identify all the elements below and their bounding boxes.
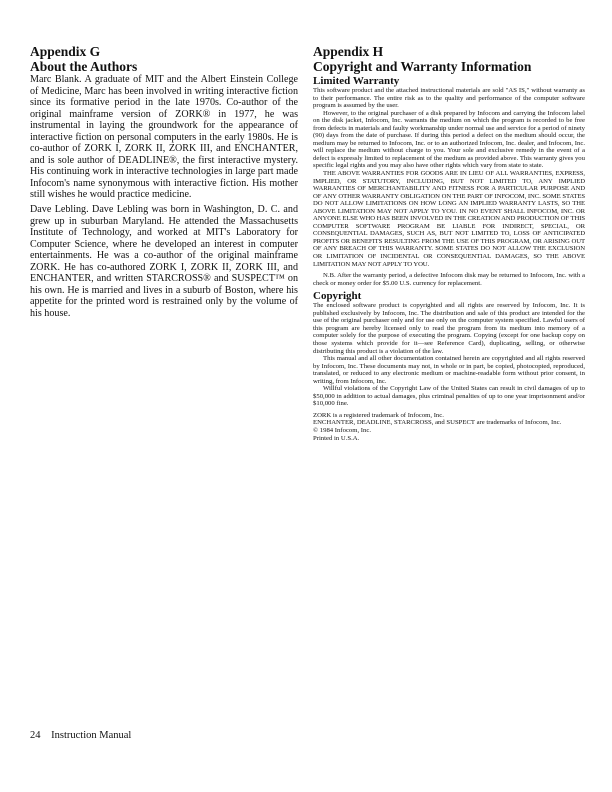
appendix-g-heading: [30, 44, 298, 74]
warranty-paragraph: However, to the original purchaser of a disk prepared by Infocom and carrying the Infocom label on the disk jacket, Infocom, Inc. warrants the medium on which the program is recorded to be free from defects in materials and faulty workmanship under normal use and service for a period of ninety (90) days from the date of purchase. If during this period a defect on the medium should occur, the medium may be returned to Infocom, Inc. or to an authorized Infocom, Inc. dealer, and Infocom, Inc. will replace the medium without charge to you. Your sole and exclusive remedy in the event of a defect is expressly limited to replacement of the medium as provided above. This warranty gives you specific legal rights and you may also have other rights which vary from state to state.: [313, 109, 585, 170]
appendix-h-label: Appendix H: [313, 44, 384, 59]
warranty-paragraph: This software product and the attached instructional materials are sold "AS IS," without warranty as to their performance. The entire risk as to the quality and performance of the computer software program is assumed by the user.: [313, 87, 585, 110]
limited-warranty-heading: Limited Warranty: [313, 75, 400, 87]
appendix-h-heading: [313, 44, 585, 74]
copyright-paragraph: Willful violations of the Copyright Law of the United States can result in civil damages of up to $50,000 in addition to actual damages, plus criminal penalties of up to one year imprisonment and/or $10,000 fine.: [313, 385, 585, 408]
author-bio-marc-blank: Marc Blank. A graduate of MIT and the Albert Einstein College of Medicine, Marc has been involved in writing interactive fiction since its formative period in the late 1970s. Co-author of the original mainframe version of ZORK® in 1977, he was instrumental in laying the groundwork for the appearance of interactive fiction on personal computers in the early 1980s. He is co-author of ZORK I, ZORK II, ZORK III, and ENCHANTER, and is sole author of DEADLINE®, the first interactive mystery. His continuing work in interactive technologies in large part made Infocom's name synonymous with interactive fiction. His mother still wishes he would practice medicine.: [30, 74, 298, 201]
page-footer: [30, 730, 131, 741]
trademark-line: ENCHANTER, DEADLINE, STARCROSS, and SUSPECT are trademarks of Infocom, Inc.: [313, 419, 562, 427]
copyright-paragraph: This manual and all other documentation contained herein are copyrighted and all rights reserved by Infocom, Inc. These documents may not, in whole or in part, be copied, photocopied, reproduced, translated, or reduced to any electronic medium or machine-readable form without prior consent, in writing, from Infocom, Inc.: [313, 355, 585, 385]
warranty-disclaimer: THE ABOVE WARRANTIES FOR GOODS ARE IN LIEU OF ALL WARRANTIES, EXPRESS, IMPLIED, OR STATUTORY, INCLUDING, BUT NOT LIMITED TO, ANY IMPLIED WARRANTIES OF MERCHANTABILITY AND FITNESS FOR A PARTICULAR PURPOSE AND OF ANY OTHER WARRANTY OBLIGATION ON THE PART OF INFOCOM, INC. SOME STATES DO NOT ALLOW LIMITATIONS ON HOW LONG AN IMPLIED WARRANTY LASTS, SO THE ABOVE LIMITATION MAY NOT APPLY TO YOU. IN NO EVENT SHALL INFOCOM, INC. OR ANYONE ELSE WHO HAS BEEN INVOLVED IN THE CREATION AND PRODUCTION OF THIS COMPUTER SOFTWARE PROGRAM BE LIABLE FOR INDIRECT, SPECIAL, OR CONSEQUENTIAL DAMAGES, SUCH AS, BUT NOT LIMITED TO, LOSS OF ANTICIPATED PROFITS OR BENEFITS RESULTING FROM THE USE OF THIS PROGRAM, OR ARISING OUT OF ANY BREACH OF THIS WARRANTY. SOME STATES DO NOT ALLOW THE EXCLUSION OR LIMITATION OF INCIDENTAL OR CONSEQUENTIAL DAMAGES, SO THE ABOVE LIMITATION MAY NOT APPLY TO YOU.: [313, 170, 585, 268]
copyright-paragraph: The enclosed software product is copyrighted and all rights are reserved by Infocom, Inc. It is published exclusively by Infocom, Inc. The distribution and sale of this product are intended for the use of the original purchaser only and for use only on the computer system specified. Lawful users of this program are hereby licensed only to read the program from its medium into memory of a computer solely for the purpose of executing the program. Copying (except for one backup copy on those systems which provide for it—see Reference Card), duplicating, selling, or otherwise distributing this product is a violation of the law.: [313, 302, 585, 355]
appendix-g-title: About the Authors: [30, 59, 138, 74]
copyright-heading: Copyright: [313, 290, 362, 303]
page-number: 24: [30, 730, 41, 741]
printed-in-line: Printed in U.S.A.: [313, 434, 360, 442]
footer-label: Instruction Manual: [51, 730, 132, 741]
appendix-h-title: Copyright and Warranty Information: [313, 59, 532, 74]
trademark-block: [313, 412, 585, 442]
appendix-h-column: [313, 44, 585, 442]
author-bio-dave-lebling: Dave Lebling. Dave Lebling was born in Washington, D. C. and grew up in suburban Maryland. He attended the Massachusetts Institute of Technology, and worked at MIT's Laboratory for Computer Science, where he developed an interest in computer entertainments. He was a co-author of the original mainframe ZORK. He has co-authored ZORK I, ZORK II, ZORK III, and ENCHANTER, and written STARCROSS® and SUSPECT™ on his own. He is married and lives in a suburb of Boston, where his appetite for the printed word is restrained only by the volume of his house.: [30, 204, 298, 319]
warranty-note: N.B. After the warranty period, a defective Infocom disk may be returned to Infocom, Inc. with a check or money order for $5.00 U.S. currency for replacement.: [313, 272, 585, 287]
appendix-g-column: [30, 44, 298, 319]
trademark-line: ZORK is a registered trademark of Infocom, Inc.: [313, 411, 444, 419]
appendix-g-label: Appendix G: [30, 44, 101, 59]
copyright-line: © 1984 Infocom, Inc.: [313, 426, 372, 434]
